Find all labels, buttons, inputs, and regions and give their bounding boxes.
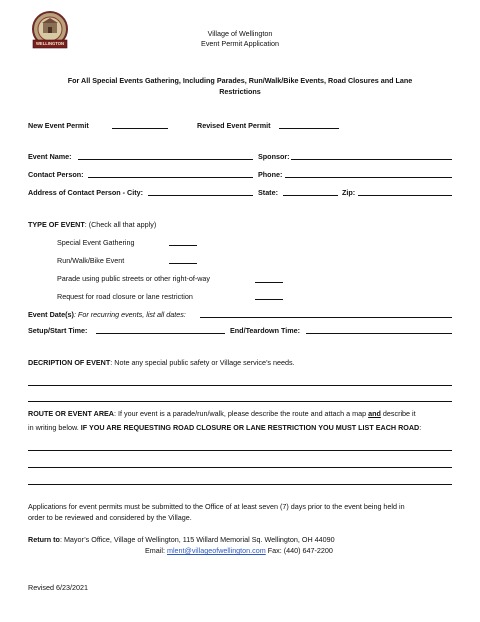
notice-line-1: Applications for event permits must be submitted to the Office of at least seven (7) days prior to the event being held in [28,502,405,511]
event-name-field[interactable] [78,159,253,160]
state-label: State: [258,188,278,197]
description-line-1[interactable] [28,385,452,386]
fax-text: Fax: (440) 647-2200 [265,546,333,555]
event-dates-title: Event Date(s) [28,310,74,319]
route-line2-end: : [419,423,422,432]
route-and-word: and [368,409,381,418]
event-name-label: Event Name: [28,152,72,161]
subtitle-line-2: Restrictions [219,87,261,96]
zip-field[interactable] [358,195,452,196]
org-name: Village of Wellington [207,29,273,38]
new-permit-label: New Event Permit [28,121,89,130]
option-road-closure-label: Request for road closure or lane restriction [57,292,193,301]
option-run-walk-bike-checkbox[interactable] [169,263,197,264]
end-time-label: End/Teardown Time: [230,326,301,335]
route-line2-bold: IF YOU ARE REQUESTING ROAD CLOSURE OR LANE RESTRICTION YOU MUST LIST EACH ROAD [80,423,420,432]
setup-time-field[interactable] [96,333,225,334]
sponsor-label: Sponsor: [258,152,290,161]
route-text-line-1 [28,409,416,418]
notice-line-2: order to be reviewed and considered by the Village. [28,513,192,522]
contact-person-field[interactable] [88,177,253,178]
event-dates-label [28,310,186,319]
return-to-contact [145,546,333,555]
state-field[interactable] [283,195,338,196]
type-of-event-title: TYPE OF EVENT [28,220,85,229]
route-line2-a: in writing below. [28,423,81,432]
zip-label: Zip: [342,188,356,197]
address-label: Address of Contact Person - City: [28,188,144,197]
document-title: Event Permit Application [201,39,279,48]
option-parade-checkbox[interactable] [255,282,283,283]
route-line-2[interactable] [28,467,452,468]
option-special-event-label: Special Event Gathering [57,238,135,247]
event-dates-field[interactable] [200,317,452,318]
route-text-line-2 [28,423,421,432]
return-to-address [28,535,335,544]
route-heading: ROUTE OR EVENT AREA [28,409,114,418]
option-run-walk-bike-label: Run/Walk/Bike Event [57,256,125,265]
description-title: DECRIPTION OF EVENT [28,358,111,367]
return-to-address-text: : Mayor’s Office, Village of Wellington, 115 Willard Memorial Sq. Wellington, OH 44090 [59,535,335,544]
type-of-event-heading [28,220,156,229]
description-line-2[interactable] [28,401,452,402]
revised-date: Revised 6/23/2021 [28,583,88,592]
phone-field[interactable] [285,177,452,178]
revised-permit-field[interactable] [279,128,339,129]
email-label: Email: [145,546,167,555]
new-permit-field[interactable] [112,128,168,129]
option-road-closure-checkbox[interactable] [255,299,283,300]
revised-permit-label: Revised Event Permit [197,121,271,130]
logo-text: WELLINGTON [35,41,65,46]
route-text-a: : If your event is a parade/run/walk, please describe the route and attach a map [114,409,369,418]
option-special-event-checkbox[interactable] [169,245,197,246]
description-text: : Note any special public safety or Village service’s needs. [110,358,295,367]
setup-time-label: Setup/Start Time: [28,326,88,335]
email-link[interactable]: mlent@villageofwellington.com [166,546,266,555]
description-heading [28,358,295,367]
option-parade-label: Parade using public streets or other right-of-way [57,274,211,283]
event-dates-note: : For recurring events, list all dates: [73,310,186,319]
phone-label: Phone: [258,170,283,179]
route-line-1[interactable] [28,450,452,451]
route-line-3[interactable] [28,484,452,485]
return-to-label: Return to [28,535,60,544]
route-text-b: describe it [380,409,416,418]
address-city-field[interactable] [148,195,253,196]
contact-person-label: Contact Person: [28,170,84,179]
subtitle-line-1: For All Special Events Gathering, Including Parades, Run/Walk/Bike Events, Road Closures and Lane [67,76,413,85]
sponsor-field[interactable] [291,159,452,160]
type-of-event-instruction: : (Check all that apply) [84,220,157,229]
end-time-field[interactable] [306,333,452,334]
